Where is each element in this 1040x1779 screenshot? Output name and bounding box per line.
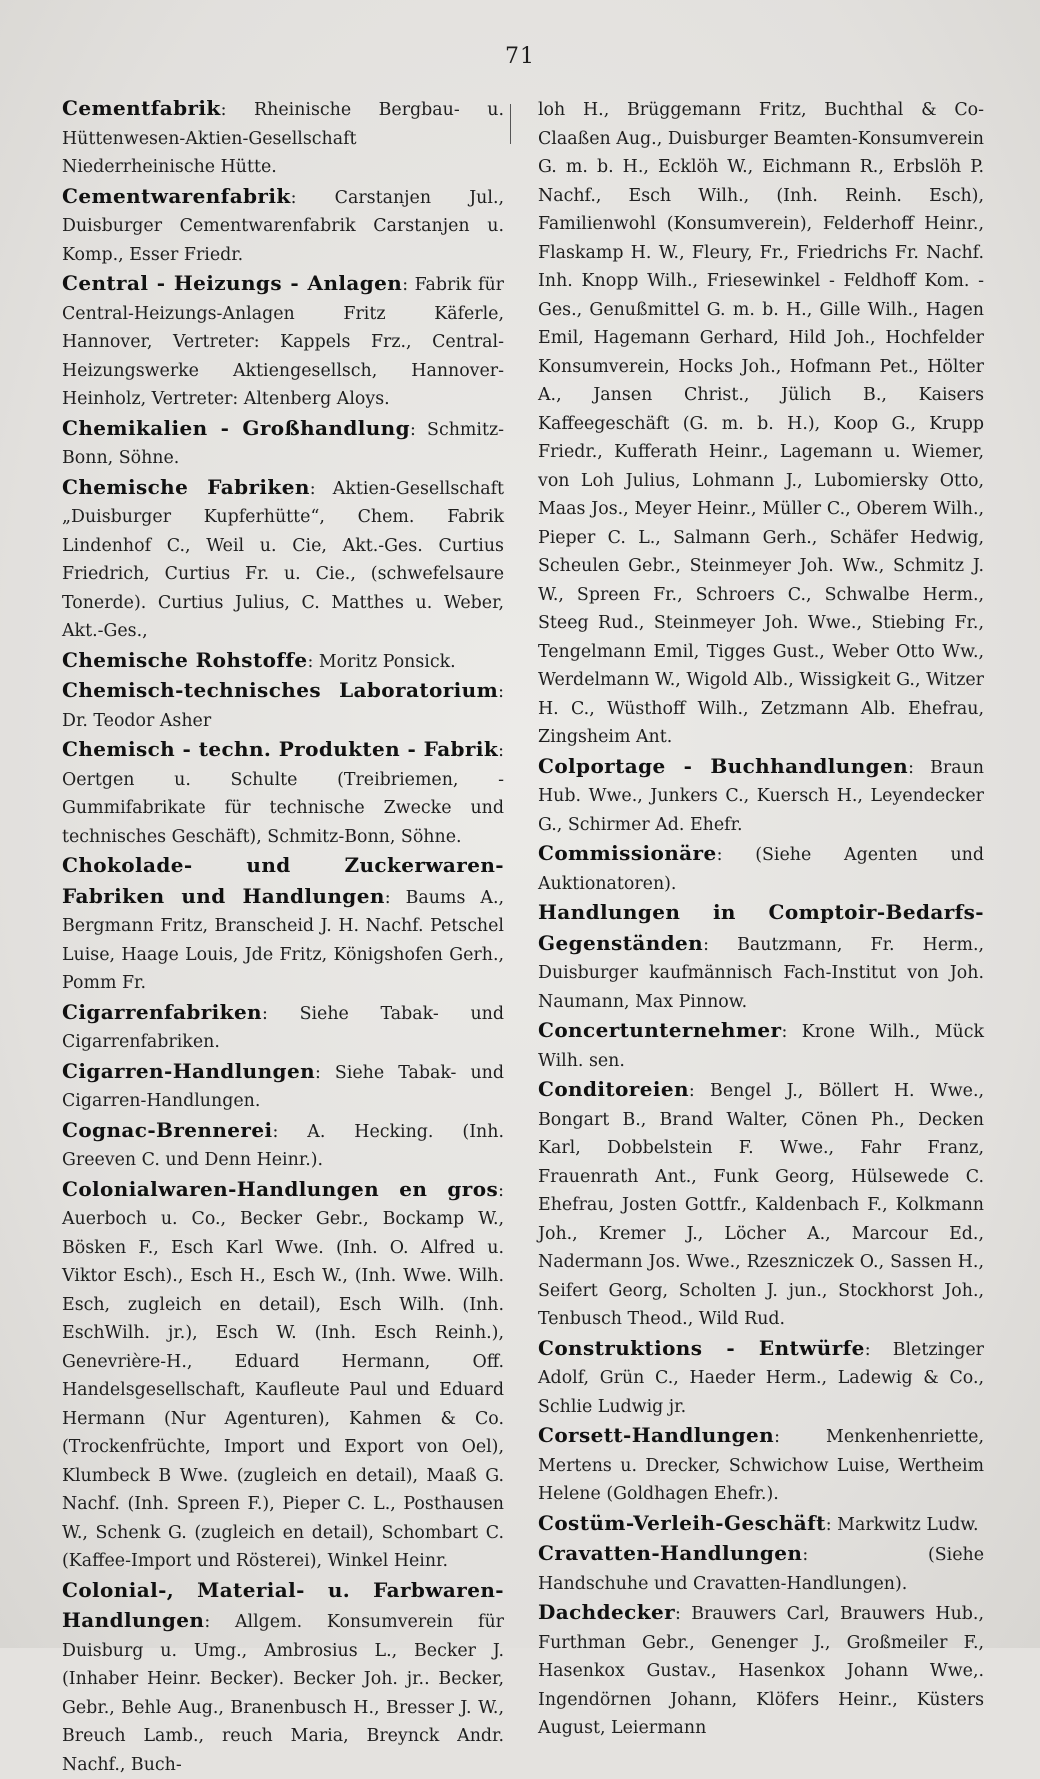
entry-listing: : Oertgen u. Schulte (Treibriemen, -Gummifabrikate für technische Zwecke und technisches Geschäft), Schmitz-Bonn, Söhne. (62, 741, 504, 847)
directory-entry (62, 94, 504, 182)
entry-listing: : Auerboch u. Co., Becker Gebr., Bockamp W., Bösken F., Esch Karl Wwe. (Inh. O. Alfred u. Viktor Esch)., Esch H., Esch W., (Inh. Wwe. Wilh. Esch, zugleich en detail), Esch Wilh. (Inh. EschWilh. jr.), Esch W. (Inh. Esch Reinh.), Genevrière-H., Eduard Hermann, Off. Handelsgesellschaft, Kaufleute Paul und Eduard Hermann (Nur Agenturen), Kahmen & Co. (Trockenfrüchte, Import und Export von Oel), Klumbeck B Wwe. (zugleich en detail), Maaß G. Nachf. (Inh. Spreen F.), Pieper C. L., Posthausen W., Schenk G. (zugleich en detail), Schombart C. (Kaffee-Import und Rösterei), Winkel Heinr. (62, 1181, 504, 1572)
category-heading: Chemisch-technisches Laboratorium (62, 678, 498, 702)
directory-entry (62, 414, 504, 473)
entry-listing: : Siehe Tabak- und Cigarren-Handlungen. (62, 1063, 504, 1112)
category-heading: Cigarrenfabriken (62, 1000, 262, 1024)
category-heading: Concertunternehmer (538, 1018, 782, 1042)
directory-entry (538, 1539, 984, 1598)
directory-entry (62, 735, 504, 851)
directory-entry (62, 646, 504, 677)
entry-listing: : Braun Hub. Wwe., Junkers C., Kuersch H., Leyendecker G., Schirmer Ad. Ehefr. (538, 758, 984, 835)
directory-entry (538, 1509, 984, 1540)
entry-listing: : Bletzinger Adolf, Grün C., Haeder Herm., Ladewig & Co., Schlie Ludwig jr. (538, 1340, 984, 1417)
directory-entry (538, 1598, 984, 1743)
column-divider (510, 104, 511, 144)
category-heading: Construktions - Entwürfe (538, 1336, 865, 1360)
entry-listing: : Moritz Ponsick. (307, 652, 455, 672)
entry-listing: : Menkenhenriette, Mertens u. Drecker, Schwichow Luise, Wertheim Helene (Goldhagen Ehefr.). (538, 1427, 984, 1504)
category-heading: Chemische Rohstoffe (62, 648, 307, 672)
category-heading: Cognac-Brennerei (62, 1118, 272, 1142)
category-heading: Corsett-Handlungen (538, 1423, 774, 1447)
page-number: 71 (0, 44, 1040, 69)
entry-listing: loh H., Brüggemann Fritz, Buchthal & Co- Claaßen Aug., Duisburger Beamten-Konsumverein G. m. b. H., Ecklöh W., Eichmann R., Erbslöh P. Nachf., Esch Wilh., (Inh. Reinh. Esch), Familienwohl (Konsumverein), Felderhoff Heinr., Flaskamp H. W., Fleury, Fr., Friedrichs Fr. Nachf. Inh. Knopp Wilh., Friesewinkel - Feldhoff Kom. - Ges., Genußmittel G. m. b. H., Gille Wilh., Hagen Emil, Hagemann Gerhard, Hild Joh., Hochfelder Konsumverein, Hocks Joh., Hofmann Pet., Hölter A., Jansen Christ., Jülich B., Kaisers Kaffeegeschäft (G. m. b. H.), Koop G., Krupp Friedr., Kufferath Heinr., Lagemann u. Wiemer, von Loh Julius, Lohmann J., Lubomiersky Otto, Maas Jos., Meyer Heinr., Müller C., Oberem Wilh., Pieper C. L., Salmann Gerh., Schäfer Hedwig, Scheulen Gebr., Steinmeyer Joh. Ww., Schmitz J. W., Spreen Fr., Schroers C., Schwalbe Herm., Steeg Rud., Steinmeyer Joh. Wwe., Stiebing Fr., Tengelmann Emil, Tigges Gust., Weber Otto Ww., Werdelmann W., Wigold Alb., Wissigkeit G., Witzer H. C., Wüsthoff Wilh., Zetzmann Alb. Ehefrau, Zingsheim Ant. (538, 100, 984, 747)
directory-entry (538, 1334, 984, 1422)
directory-entry (538, 752, 984, 840)
directory-entry (62, 998, 504, 1057)
entry-listing: : Carstanjen Jul., Duisburger Cementwarenfabrik Carstanjen u. Komp., Esser Friedr. (62, 188, 504, 265)
directory-entry (62, 676, 504, 735)
entry-listing: : Allgem. Konsumverein für Duisburg u. Umg., Ambrosius L., Becker J. (Inhaber Heinr. Becker). Becker Joh. jr.. Becker, Gebr., Behle Aug., Branenbusch H., Bresser J. W., Breuch Lamb., reuch Maria, Breynck Andr. Nachf., Buch- (62, 1612, 504, 1775)
directory-entry (538, 839, 984, 898)
directory-entry (62, 473, 504, 646)
category-heading: Chemikalien - Großhandlung (62, 416, 410, 440)
entry-listing: : Baums A., Bergmann Fritz, Branscheid J. H. Nachf. Petschel Luise, Haage Louis, Jde Fritz, Königshofen Gerh., Pomm Fr. (62, 888, 504, 994)
entry-listing: : Siehe Tabak- und Cigarrenfabriken. (62, 1004, 504, 1053)
directory-entry (62, 1576, 504, 1779)
directory-entry (62, 269, 504, 414)
entry-listing: : Bautzmann, Fr. Herm., Duisburger kaufmännisch Fach-Institut von Joh. Naumann, Max Pinnow. (538, 935, 984, 1012)
category-heading: Dachdecker (538, 1600, 675, 1624)
directory-entry (62, 851, 504, 998)
category-heading: Central - Heizungs - Anlagen (62, 271, 402, 295)
category-heading: Cravatten-Handlungen (538, 1541, 802, 1565)
category-heading: Colportage - Buchhandlungen (538, 754, 908, 778)
entry-listing: : Krone Wilh., Mück Wilh. sen. (538, 1022, 984, 1071)
entry-listing: : Markwitz Ludw. (826, 1515, 979, 1535)
right-column (538, 94, 984, 1743)
directory-entry (538, 1421, 984, 1509)
directory-entry (538, 1075, 984, 1334)
category-heading: Chemisch - techn. Produkten - Fabrik (62, 737, 498, 761)
category-heading: Cementfabrik (62, 96, 221, 120)
category-heading: Commissionäre (538, 841, 717, 865)
directory-entry (62, 182, 504, 270)
category-heading: Chemische Fabriken (62, 475, 310, 499)
entry-listing: : Schmitz-Bonn, Söhne. (62, 420, 504, 469)
entry-listing: : Aktien-Gesellschaft „Duisburger Kupferhütte“, Chem. Fabrik Lindenhof C., Weil u. Cie, Akt.-Ges. Curtius Friedrich, Curtius Fr. u. Cie., (schwefelsaure Tonerde). Curtius Julius, C. Matthes u. Weber, Akt.-Ges., (62, 479, 504, 642)
directory-entry (62, 1116, 504, 1175)
category-heading: Conditoreien (538, 1077, 689, 1101)
directory-entry (538, 898, 984, 1016)
directory-entry-continued (538, 94, 984, 752)
category-heading: Cigarren-Handlungen (62, 1059, 315, 1083)
entry-listing: : Brauwers Carl, Brauwers Hub., Furthman Gebr., Genenger J., Großmeiler F., Hasenkox Gustav., Hasenkox Johann Wwe,. Ingendörnen Johann, Klöfers Heinr., Küsters August, Leiermann (538, 1604, 984, 1738)
category-heading: Colonialwaren-Handlungen en gros (62, 1177, 498, 1201)
directory-entry (538, 1016, 984, 1075)
category-heading: Handlungen in Comptoir-Bedarfs-Gegenständen (538, 900, 984, 955)
entry-listing: : Rheinische Bergbau- u. Hüttenwesen-Aktien-Gesellschaft Niederrheinische Hütte. (62, 100, 504, 177)
entry-listing: : Fabrik für Central-Heizungs-Anlagen Fritz Käferle, Hannover, Vertreter: Kappels Frz., Central-Heizungswerke Aktiengesellsch, Hannover-Heinholz, Vertreter: Altenberg Aloys. (62, 275, 504, 409)
category-heading: Colonial-, Material- u. Farbwaren-Handlungen (62, 1578, 504, 1633)
directory-entry (62, 1175, 504, 1576)
left-column (62, 94, 504, 1779)
category-heading: Chokolade- und Zuckerwaren-Fabriken und Handlungen (62, 853, 504, 908)
entry-listing: : Dr. Teodor Asher (62, 682, 504, 731)
entry-listing: : (Siehe Handschuhe und Cravatten-Handlungen). (538, 1545, 984, 1594)
entry-listing: : A. Hecking. (Inh. Greeven C. und Denn Heinr.). (62, 1122, 504, 1171)
entry-listing: : Bengel J., Böllert H. Wwe., Bongart B., Brand Walter, Cönen Ph., Decken Karl, Dobbelstein F. Wwe., Fahr Franz, Frauenrath Ant., Funk Georg, Hülsewede C. Ehefrau, Josten Gottfr., Kaldenbach F., Kolkmann Joh., Kremer J., Löcher A., Marcour Ed., Nadermann Jos. Wwe., Rzeszniczek O., Sassen H., Seifert Georg, Scholten J. jun., Stockhorst Joh., Tenbusch Theod., Wild Rud. (538, 1081, 984, 1329)
category-heading: Costüm-Verleih-Geschäft (538, 1511, 826, 1535)
category-heading: Cementwarenfabrik (62, 184, 291, 208)
entry-listing: : (Siehe Agenten und Auktionatoren). (538, 845, 984, 894)
directory-entry (62, 1057, 504, 1116)
